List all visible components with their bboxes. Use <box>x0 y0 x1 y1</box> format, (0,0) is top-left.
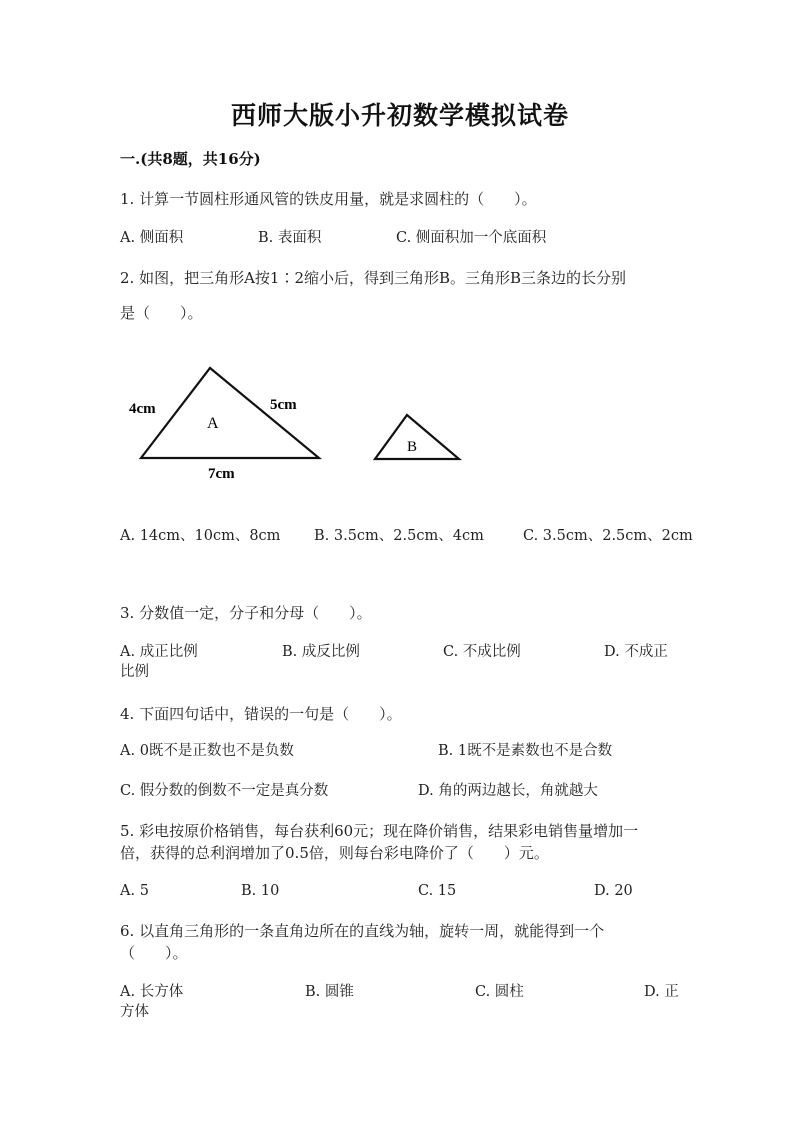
question-4-stem: 4. 下面四句话中，错误的一句是（ ）。 <box>120 705 402 723</box>
question-2-stem-line2: 是（ ）。 <box>120 304 203 322</box>
question-1-option-a: A. 侧面积 <box>120 230 184 246</box>
section-heading: 一.(共8题，共16分) <box>120 150 261 168</box>
exam-title: 西师大版小升初数学模拟试卷 <box>230 101 569 130</box>
question-4-option-c: C. 假分数的倒数不一定是真分数 <box>120 783 329 799</box>
question-5-option-d: D. 20 <box>594 883 633 899</box>
question-6-option-a: A. 长方体 <box>120 984 184 1000</box>
triangle-a-base: 7cm <box>208 466 235 482</box>
question-1-stem: 1. 计算一节圆柱形通风管的铁皮用量，就是求圆柱的（ ）。 <box>120 190 537 208</box>
question-3-option-b: B. 成反比例 <box>282 644 360 660</box>
question-5-option-c: C. 15 <box>418 883 457 899</box>
question-6-option-c: C. 圆柱 <box>475 984 524 1000</box>
question-6-option-d-line2: 方体 <box>120 1004 149 1020</box>
question-2-option-b: B. 3.5cm、2.5cm、4cm <box>314 528 484 544</box>
question-6-option-d-line1: D. 正 <box>644 984 679 1000</box>
question-4-option-b: B. 1既不是素数也不是合数 <box>438 743 613 759</box>
question-1-option-c: C. 侧面积加一个底面积 <box>396 230 547 246</box>
question-6-stem-line1: 6. 以直角三角形的一条直角边所在的直线为轴，旋转一周，就能得到一个 <box>120 922 605 940</box>
question-2-option-a: A. 14cm、10cm、8cm <box>120 528 281 544</box>
question-5-stem-line2: 倍，获得的总利润增加了0.5倍，则每台彩电降价了（ ）元。 <box>120 844 549 862</box>
question-1-option-b: B. 表面积 <box>258 230 322 246</box>
question-5-option-b: B. 10 <box>241 883 280 899</box>
question-3-option-d-line1: D. 不成正 <box>604 644 668 660</box>
question-5-stem-line1: 5. 彩电按原价格销售，每台获利60元；现在降价销售，结果彩电销售量增加一 <box>120 822 639 840</box>
triangles-figure <box>120 358 480 488</box>
question-3-stem: 3. 分数值一定，分子和分母（ ）。 <box>120 604 372 622</box>
question-3-option-c: C. 不成比例 <box>443 644 521 660</box>
question-6-stem-line2: （ ）。 <box>120 944 188 962</box>
triangle-b-label: B <box>407 439 418 455</box>
question-6-option-b: B. 圆锥 <box>305 984 354 1000</box>
question-5-option-a: A. 5 <box>120 883 149 899</box>
question-2-option-c: C. 3.5cm、2.5cm、2cm <box>523 528 693 544</box>
triangle-a-left-side: 4cm <box>129 401 156 417</box>
question-3-option-a: A. 成正比例 <box>120 644 198 660</box>
triangle-a-right-side: 5cm <box>270 397 297 413</box>
question-2-stem-line1: 2. 如图，把三角形A按1∶2缩小后，得到三角形B。三角形B三条边的长分别 <box>120 269 627 287</box>
triangle-a <box>141 368 319 458</box>
question-3-option-d-line2: 比例 <box>120 664 149 680</box>
question-4-option-a: A. 0既不是正数也不是负数 <box>120 743 294 759</box>
triangle-a-label: A <box>207 415 219 432</box>
question-4-option-d: D. 角的两边越长，角就越大 <box>418 783 598 799</box>
